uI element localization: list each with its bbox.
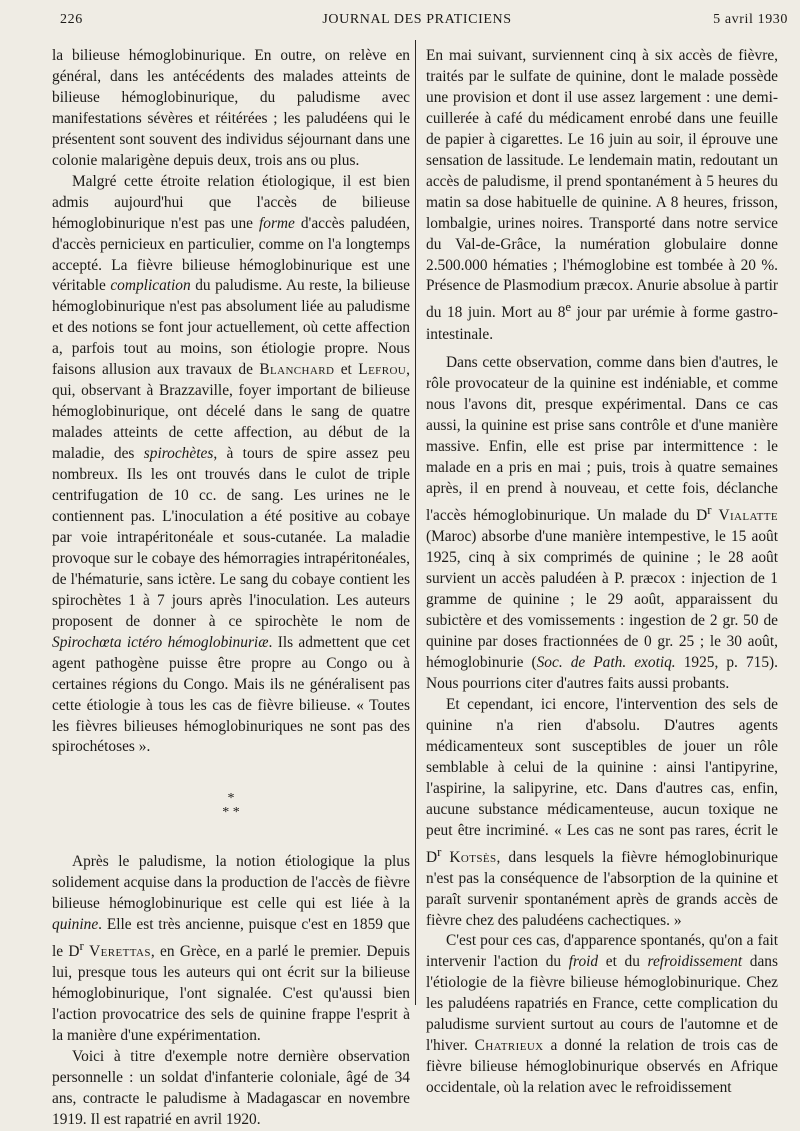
text-run: , à tours de spire assez peu nombreux. Ils les ont trouvés dans le culot de triple centrifugation de 10 cc. de sang. Les urines ne le contiennent pas. L'inoculation a été positive au cobaye par voie intrapéritonéale et sous-cutanée. La maladie provoque sur le cobaye des hémorragies intrapéritonéales, de l'hématurie, sans ictère. Le sang du cobaye contient les spirochètes 1 à 7 jours après l'inoculation. Les auteurs proposent de donner à ce spirochète le nom de: [52, 445, 410, 630]
text-run: et: [334, 361, 359, 379]
page-number: 226: [60, 12, 83, 27]
running-header: [46, 12, 788, 36]
text-run: . Elle est très ancienne, puisque c'est en 1859 que le D: [52, 916, 410, 961]
journal-title: JOURNAL DES PRATICIENS: [322, 12, 512, 27]
text-run: jour par urémie à forme gastro-intestinale.: [426, 304, 778, 343]
text-run: , en Grèce, en a parlé le premier. Depuis lui, presque tous les auteurs qui ont écrit sur la bilieuse hémoglobinurique, l'ont signalée. C'est qu'aussi bien l'action provocatrice des sels de quinine frappe l'esprit à la manière d'une expérimentation.: [52, 943, 410, 1045]
separator-stars: * *: [222, 805, 240, 821]
italic-term: forme: [258, 214, 295, 232]
issue-date: 5 avril 1930: [713, 12, 788, 27]
text-run: dans l'étiologie de la fièvre bilieuse hémoglobinurique. Chez les paludéens rapatriés en France, cette complication du paludisme survient surtout au cours de l'automne et de l'hiver.: [426, 953, 778, 1055]
text-run: 1925, p. 715). Nous pourrions citer d'autres faits aussi probants.: [426, 653, 778, 692]
text-run: (Maroc) absorbe d'une manière intempestive, le 15 août 1925, cinq à six comprimés de quinine ; le 28 août survient un accès paludéen à P. præcox : injection de 1 gramme de quinine ; le 29 août, apparaissent du subictère et des vomissements : ingestion de 2 gr. 50 de quinine par doses fractionnées de 0 gr. 25 ; le 30 août, hémoglobinurie (: [426, 528, 778, 671]
superscript: r: [79, 939, 84, 954]
paragraph: la bilieuse hémoglobinurique. En outre, on relève en général, dans les antécédents des malades atteints de bilieuse hémoglobinurique, du paludisme avec manifestations sévères et réitérées ; les paludéens qui le présentent sont souvent des individus séjournant dans une colonie malarigène depuis deux, trois ans ou plus.: [52, 47, 410, 169]
left-column: [52, 46, 410, 1131]
separator-star: *: [227, 791, 235, 807]
column-divider: [415, 40, 416, 1005]
italic-term: froid: [568, 953, 599, 971]
superscript: r: [437, 844, 442, 859]
italic-term: spirochètes: [143, 445, 214, 463]
paragraph: [426, 353, 778, 694]
italic-citation: Soc. de Path. exotiq.: [536, 653, 676, 671]
text-run: Après le paludisme, la notion étiologique la plus solidement acquise dans la production de l'accès de fièvre bilieuse hémoglobinurique est celle qui est liée à la: [52, 853, 410, 913]
text-run: C'est pour ces cas, d'apparence spontanés, qu'on a fait intervenir l'action du: [426, 932, 778, 971]
superscript: r: [707, 503, 712, 518]
text-run: , dans lesquels la fièvre hémoglobinurique n'est pas la conséquence de l'absorption de la quinine et paraît survenir spontanément après de grands accès de fièvre chez des paludéens cachectiques. »: [426, 848, 778, 929]
paragraph: [426, 46, 778, 345]
author-name: Chatrieux: [474, 1037, 544, 1055]
author-name: Kotsès: [449, 848, 497, 866]
author-name: Blanchard: [259, 361, 335, 379]
author-name: Verettas: [89, 943, 151, 961]
italic-term: quinine: [52, 916, 99, 934]
paragraph: [52, 852, 410, 1047]
author-name: Vialatte: [718, 507, 778, 525]
section-separator: [52, 792, 410, 820]
text-run: En mai suivant, surviennent cinq à six accès de fièvre, traités par le sulfate de quinine, dont le malade possède une provision et dont il use assez largement : une demi-cuillerée à café du médicament enrobé dans une feuille de papier à cigarettes. Le 16 juin au soir, il éprouve une sensation de lassitude. Le lendemain matin, redoutant un accès de paludisme, il prend spontanément à 5 heures du matin sa dose habituelle de quinine. A 8 heures, frisson, lombalgie, urines noires. Transporté dans notre service du Val-de-Grâce, la numération globulaire donne 2.500.000 hématies ; l'hémoglobine est tombée à 20 %. Présence de Plasmodium præcox. Anurie absolue à partir du 18 juin. Mort au 8: [426, 47, 778, 322]
text-run: du paludisme. Au reste, la bilieuse hémoglobinurique n'est pas absolument liée au paludisme et des notions se font jour actuellement, où cette affection a, parfois tout au moins, son étiologie propre. Nous faisons allusion aux travaux de: [52, 277, 410, 379]
paragraph: [426, 931, 778, 1099]
text-run: Malgré cette étroite relation étiologique, il est bien admis aujourd'hui que l'accès de bilieuse hémoglobinurique n'est pas une: [52, 172, 410, 232]
paragraph: [52, 172, 410, 759]
text-run: Dans cette observation, comme dans bien d'autres, le rôle provocateur de la quinine est indéniable, et comme nous l'avons dit, presque expérimental. Dans ce cas aussi, la quinine est prise sans contrôle et d'une manière massive. Enfin, elle est prise par intermittence : le malade en a pris en mai ; puis, trois à quatre semaines après, il en prend à nouveau, et cette fois, déclanche l'accès hémoglobinurique. Un malade du D: [426, 354, 778, 525]
text-run: et du: [598, 953, 648, 971]
text-run: a donné la relation de trois cas de fièvre bilieuse hémoglobinurique observés en Afrique occidentale, où la relation avec le refroidissement: [426, 1037, 778, 1097]
paragraph: Voici à titre d'exemple notre dernière observation personnelle : un soldat d'infanterie coloniale, âgé de 34 ans, contracte le paludisme à Madagascar en novembre 1919. Il est rapatrié en avril 1920.: [52, 1048, 410, 1128]
italic-term: complication: [110, 277, 191, 295]
text-run: , qui, observant à Brazzaville, foyer important de bilieuse hémoglobinurique, ont décelé dans le sang de quatre malades atteints de cette affection, au début de la maladie, des: [52, 361, 410, 463]
paragraph: [426, 695, 778, 932]
italic-term: refroidissement: [647, 953, 743, 971]
text-run: . Ils admettent que cet agent pathogène puisse être propre au Congo ou à certaines régions du Congo. Mais ils ne généralisent pas cette étiologie à tous les cas de fièvre bilieuse. « Toutes les fièvres bilieuses hémoglobinuriques ne sont pas des spirochétoses ».: [52, 633, 410, 756]
superscript: e: [565, 300, 572, 315]
right-column: [426, 46, 778, 1099]
text-run: Et cependant, ici encore, l'intervention des sels de quinine n'a rien d'absolu. D'autres agents médicamenteux sont susceptibles de jouer un rôle semblable à celui de la quinine : ainsi l'antipyrine, l'aspirine, la salipyrine, etc. Dans d'autres cas, enfin, aucune substance médicamenteuse, aucun toxique ne peut être incriminé. « Les cas ne sont pas rares, écrit le D: [426, 695, 778, 866]
text-run: d'accès paludéen, d'accès pernicieux en particulier, comme on l'a longtemps accepté. La fièvre bilieuse hémoglobinurique est une véritable: [52, 214, 410, 295]
italic-term: Spirochœta ictéro hémoglobinuriæ: [52, 633, 269, 651]
author-name: Lefrou: [358, 361, 407, 379]
